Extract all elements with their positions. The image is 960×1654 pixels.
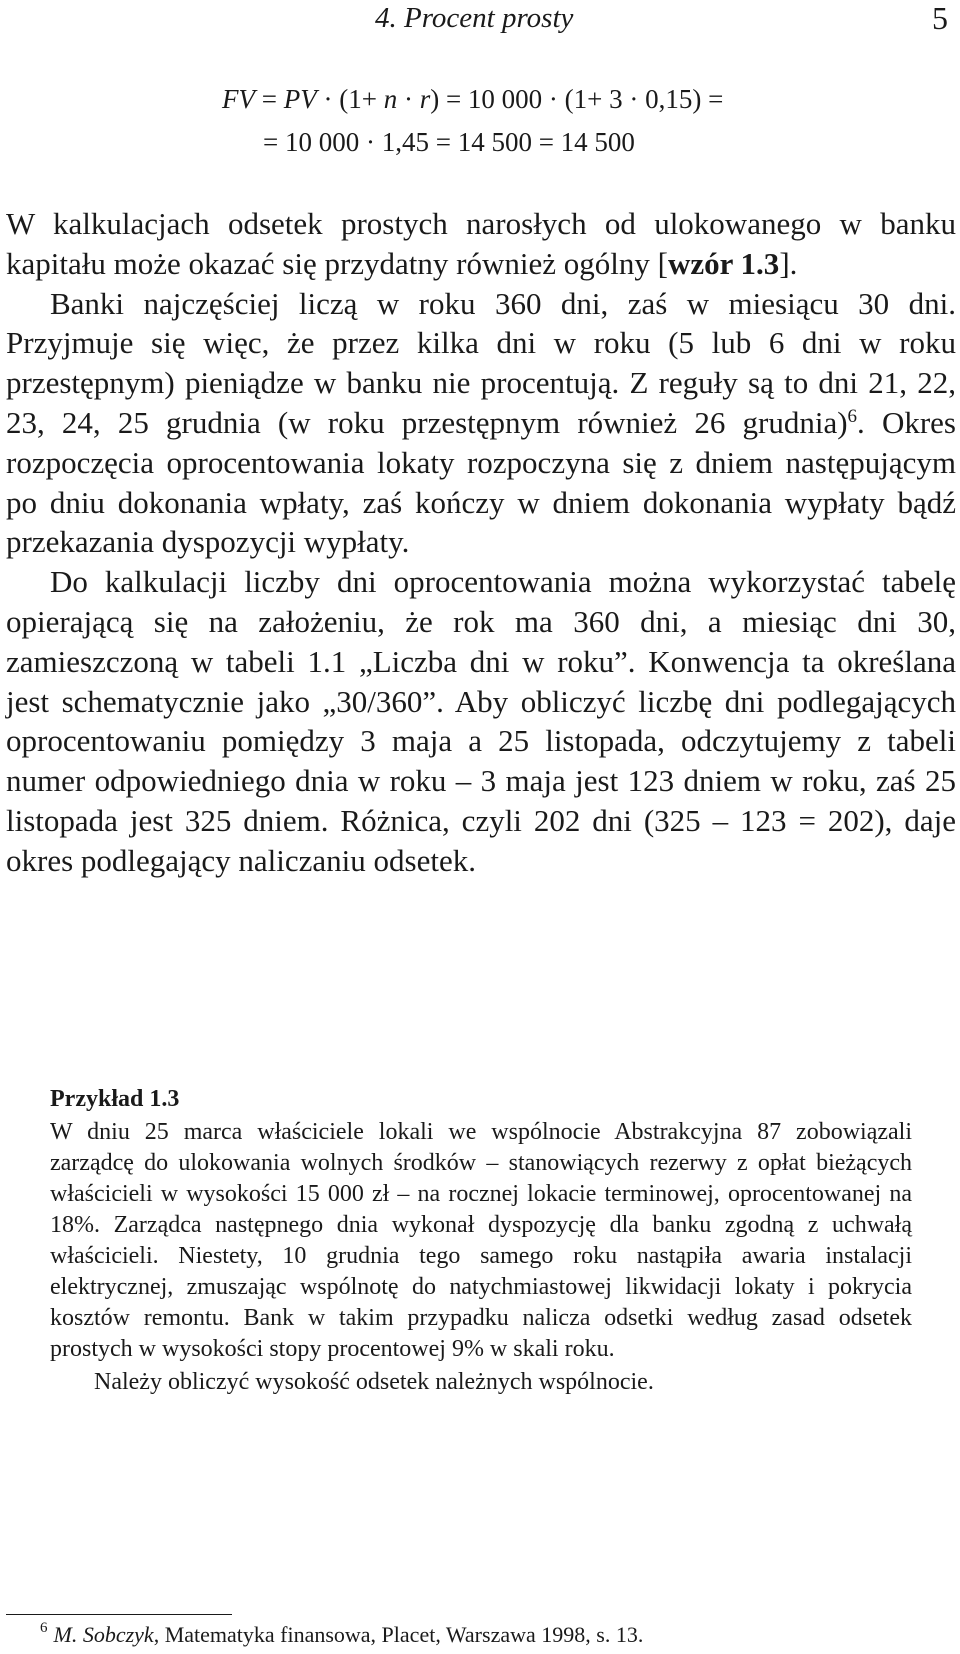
footnote-text: , Matematyka finansowa, Placet, Warszawa 1998, s. 13.	[153, 1622, 644, 1647]
formula-reference: wzór 1.3	[667, 245, 780, 281]
footnote	[40, 1622, 643, 1648]
formula-eq: =	[255, 84, 284, 114]
example-box	[50, 1084, 912, 1398]
formula-pv: PV	[283, 84, 317, 114]
example-text: W dniu 25 marca właściciele lokali we wspólnocie Abstrakcyjna 87 zobowiązali zarządcę do ulokowania wolnych środków – stanowiących rezerwy z opłat bieżących właścicieli w wysokości 15 000 zł – na rocznej lokacie terminowej, oprocentowanej na 18%. Zarządca następnego dnia wykonał dyspozycję dla banku zgodną z uchwałą właścicieli. Niestety, 10 grudnia tego samego roku nastąpiła awaria instalacji elektrycznej, zmuszając wspólnotę do natychmiastowej likwidacji lokaty i pokrycia kosztów remontu. Bank w takim przypadku nalicza odsetki według zasad odsetek prostych w wysokości stopy procentowej 9% w skali roku.	[50, 1119, 912, 1362]
formula-line-1	[222, 84, 723, 115]
paragraph-3: Do kalkulacji liczby dni oprocentowania można wykorzystać tabelę opierającą się na założeniu, że rok ma 360 dni, a miesiąc dni 30, zamieszczoną w tabeli 1.1 „Liczba dni w roku”. Konwencja ta określana jest schematycznie jako „30/360”. Aby obliczyć liczbę dni podlegających oprocentowaniu pomiędzy 3 maja a 25 listopada, odczytujemy z tabeli numer odpowiedniego dnia w roku – 3 maja jest 123 dniem w roku, zaś 25 listopada jest 325 dniem. Różnica, czyli 202 dni (325 – 123 = 202), daje okres podlegający naliczaniu odsetek.	[6, 564, 956, 878]
formula-n: n	[383, 84, 398, 114]
formula-r: r	[419, 84, 431, 114]
example-task: Należy obliczyć wysokość odsetek należnych wspólnocie.	[94, 1369, 654, 1395]
formula-mid: · (1+	[316, 84, 384, 114]
body-text	[6, 204, 956, 881]
formula-rest: ) = 10 000 · (1+ 3 · 0,15) =	[430, 84, 724, 114]
formula-line-2: = 10 000 · 1,45 = 14 500 = 14 500	[263, 127, 635, 157]
paragraph-2	[6, 284, 956, 563]
paragraph-1-end: ].	[779, 245, 798, 281]
footnote-mark: 6	[847, 405, 858, 427]
footnote-author: M. Sobczyk	[53, 1622, 154, 1647]
formula-fv: FV	[222, 84, 255, 114]
page-header	[0, 0, 960, 40]
paragraph-2-end: . Okres rozpoczęcia oprocentowania lokaty rozpoczyna się z dniem następującym po dniu dokonania wpłaty, zaś kończy w dniem dokonania wypłaty bądź przekazania dyspozycji wypłaty.	[6, 404, 956, 560]
paragraph-1	[6, 204, 956, 284]
paragraph-1-text: W kalkulacjach odsetek prostych narosłych od ulokowanego w banku kapitału może okazać się przydatny również ogólny [	[6, 206, 956, 281]
example-title: Przykład 1.3	[50, 1086, 180, 1112]
running-header-title: 4. Procent prosty	[375, 2, 574, 34]
page-number: 5	[932, 0, 948, 36]
formula-dot: ·	[397, 84, 420, 114]
footnote-divider	[6, 1614, 232, 1615]
paragraph-2-text: Banki najczęściej liczą w roku 360 dni, zaś w miesiącu 30 dni. Przyjmuje się więc, że przez kilka dni w roku (5 lub 6 dni w roku przestępnym) pieniądze w banku nie procentują. Z reguły są to dni 21, 22, 23, 24, 25 grudnia (w roku przestępnym również 26 grudnia)	[6, 285, 956, 440]
footnote-number: 6	[40, 1620, 48, 1636]
